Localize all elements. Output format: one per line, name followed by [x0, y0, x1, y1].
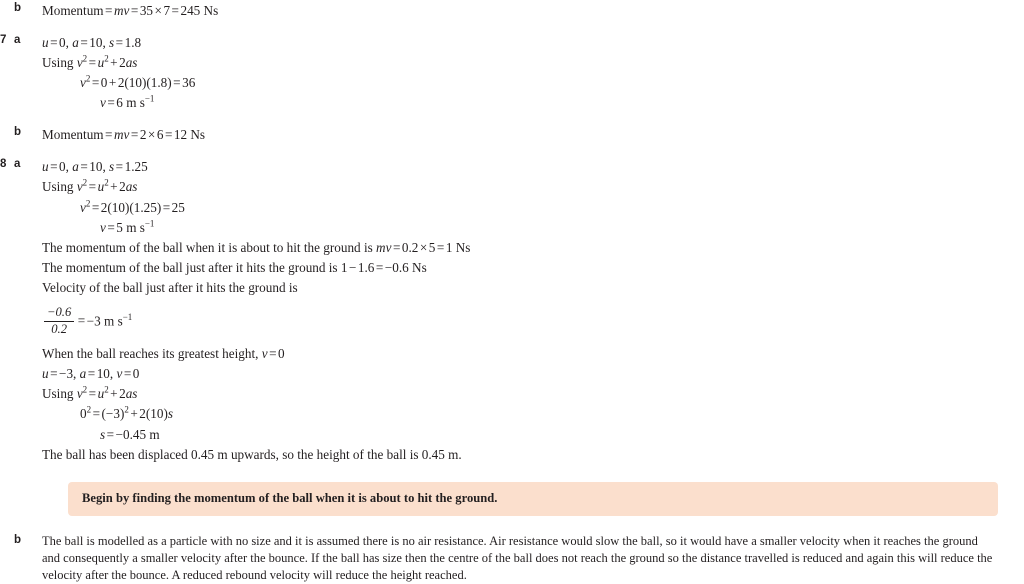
question-number: 7 [0, 34, 7, 47]
math-line: v = 5 m $s^{-1}$ [100, 218, 155, 235]
fraction-denominator: 0.2 [51, 321, 67, 336]
question-number: 8 [0, 158, 7, 171]
math-line: Velocity of the ball just after it hits the ground is [42, 279, 298, 295]
question-part-label: b [14, 126, 22, 139]
math-line: $v^2 = 0 + 2(10)(1.8) = 36$ [80, 73, 196, 91]
hint-callout: Begin by finding the momentum of the ball when it is about to hit the ground. [68, 482, 998, 516]
math-line: The ball has been displaced 0.45 m upwards, so the height of the ball is 0.45 m. [42, 446, 462, 462]
answer-paragraph: The ball is modelled as a particle with no size and it is assumed there is no air resistance. Air resistance would slow the ball, so it would have a smaller velocity when it reaches the ground and consequently a smaller velocity after the bounce. If the ball has size then the centre of the ball does not reach the ground so the distance travelled is reduced and again this will reduce the velocity after the bounce. A reduced rebound velocity will reduce the height reached. [42, 533, 993, 583]
question-body [42, 1, 1024, 21]
question-number [0, 533, 14, 534]
math-line: u = 0, a = 10, s = 1.8 [42, 35, 142, 51]
math-line: Momentum = mv = 2 × 6 = 12 Ns [42, 127, 206, 143]
math-line: Using $v^2 = u^2 + 2as$ [42, 53, 138, 71]
question-number [0, 1, 14, 2]
math-line: Using $v^2 = u^2 + 2as$ [42, 385, 138, 402]
table-row [0, 533, 1024, 584]
question-body [42, 157, 1024, 464]
question-body [42, 533, 1024, 584]
question-part-label: b [14, 2, 22, 14]
math-line: $v^2 = 2(10)(1.25) = 25$ [80, 198, 185, 215]
math-line: s = −0.45 m [100, 426, 160, 442]
math-line: Using $v^2 = u^2 + 2as$ [42, 178, 138, 195]
fraction-numerator: −0.6 [44, 305, 74, 322]
question-part-label: a [14, 34, 21, 47]
question-part-label: b [14, 533, 22, 546]
math-line: u = 0, a = 10, s = 1.25 [42, 159, 148, 175]
math-line: Momentum = mv = 35 × 7 = 245 Ns [42, 3, 219, 18]
question-body [42, 33, 1024, 113]
table-row [0, 0, 1024, 21]
math-line: The momentum of the ball just after it hits the ground is 1 − 1.6 = −0.6 Ns [42, 259, 427, 275]
math-line: $0^2 = (-3)^2 + 2(10)s$ [80, 405, 173, 422]
math-line-fraction: $\frac{-0.6}{0.2}$ = −3 m $s^{-1}$ [42, 305, 998, 337]
table-row [0, 157, 1024, 464]
math-line: u = −3, a = 10, v = 0 [42, 366, 140, 382]
table-row [0, 33, 1024, 113]
question-number [0, 125, 14, 126]
math-line: v = 6 m $s^{-1}$ [100, 93, 155, 111]
fraction [44, 305, 74, 337]
math-line: When the ball reaches its greatest height, v = 0 [42, 346, 285, 362]
math-line: The momentum of the ball when it is about to hit the ground is mv = 0.2 × 5 = 1 Ns [42, 239, 471, 255]
table-row [0, 125, 1024, 145]
question-part-label: a [14, 158, 21, 171]
question-body [42, 125, 1024, 145]
